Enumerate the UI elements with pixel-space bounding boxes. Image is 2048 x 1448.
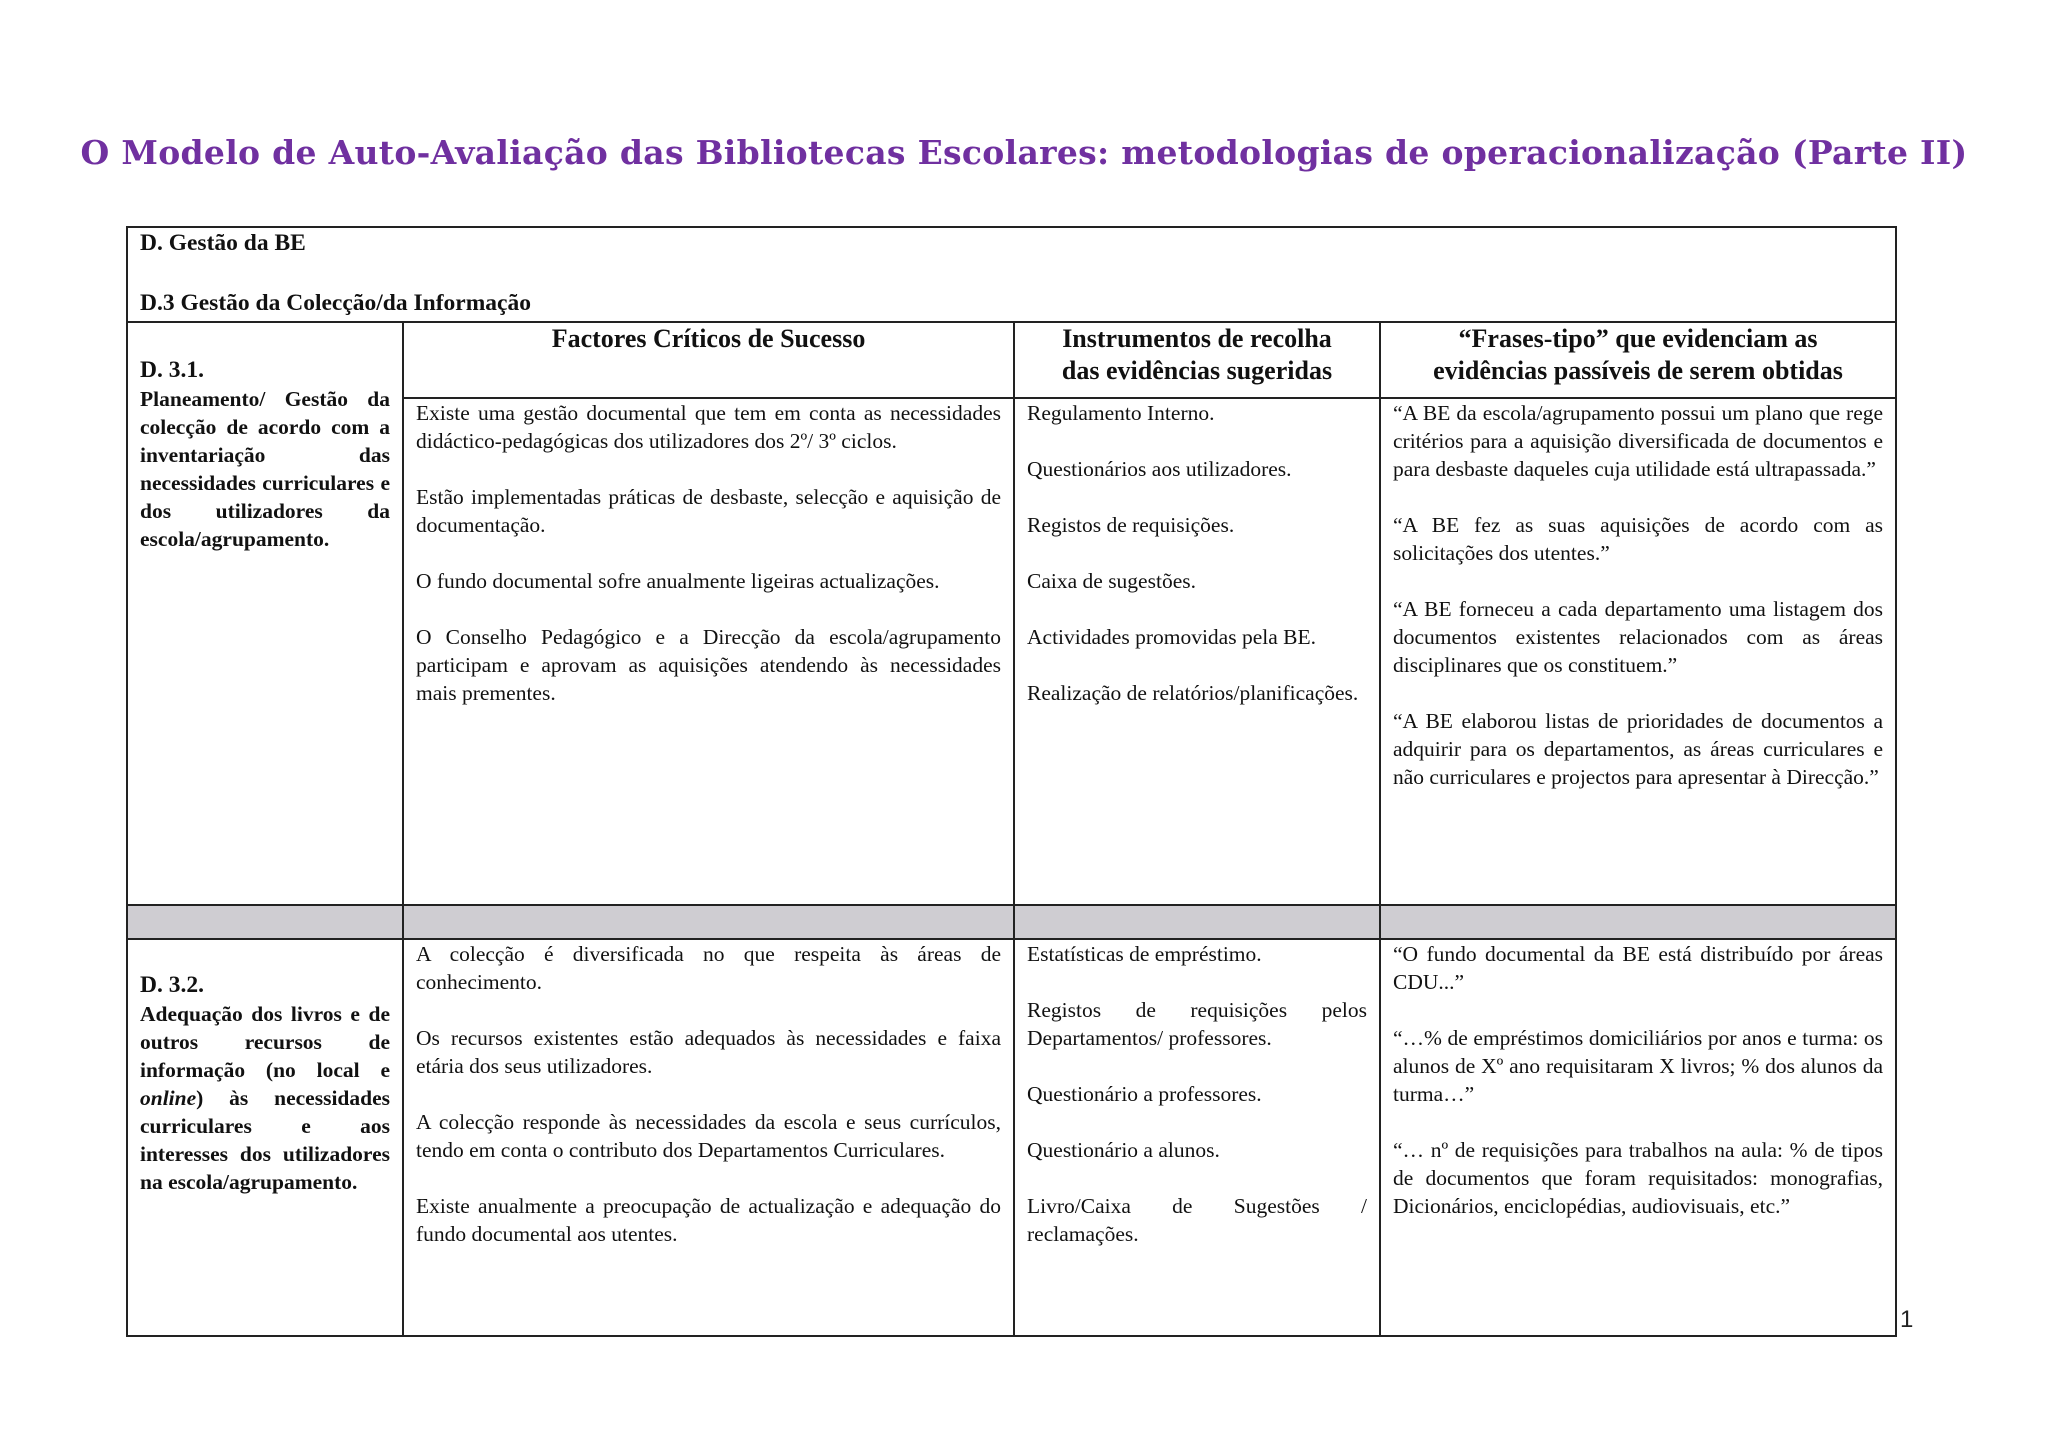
indicator-description [140, 1000, 390, 1196]
domain-title: D. Gestão da BE [140, 230, 306, 256]
list-item: “O fundo documental da BE está distribuído por áreas CDU...” [1393, 942, 1884, 994]
list-item: Estatísticas de empréstimo. [1027, 942, 1262, 966]
list-item: “A BE forneceu a cada departamento uma listagem dos documentos existentes relacionados com as áreas disciplinares que os constituem.” [1393, 597, 1884, 677]
factors-cell [403, 398, 1014, 905]
domain-header-row [127, 227, 1896, 322]
factors-cell [403, 939, 1014, 1336]
list-item: Caixa de sugestões. [1027, 569, 1196, 593]
list-item: Registos de requisições. [1027, 513, 1235, 537]
list-item: Questionário a professores. [1027, 1082, 1262, 1106]
list-item: Livro/Caixa de Sugestões / reclamações. [1027, 1194, 1367, 1246]
evaluation-table [126, 226, 1897, 1337]
indicator-description: Planeamento/ Gestão da colecção de acordo com a inventariação das necessidades curriculares e dos utilizadores da escola/agrupamento. [140, 387, 390, 551]
column-header-row [127, 322, 1896, 398]
row-1-indicator-cell [127, 322, 403, 905]
list-item: “… nº de requisições para trabalhos na aula: % de tipos de documentos que foram requisitados: monografias, Dicionários, enciclopédias, audiovisuais, etc.” [1393, 1138, 1884, 1218]
list-item: O Conselho Pedagógico e a Direcção da escola/agrupamento participam e aprovam as aquisições atendendo às necessidades mais prementes. [416, 625, 1001, 705]
instruments-cell [1014, 398, 1380, 905]
list-item: O fundo documental sofre anualmente ligeiras actualizações. [416, 569, 940, 593]
list-item: “A BE da escola/agrupamento possui um plano que rege critérios para a aquisição diversificada de documentos e para desbaste daqueles cuja utilidade está ultrapassada.” [1393, 401, 1884, 481]
subdomain-title: D.3 Gestão da Colecção/da Informação [140, 290, 531, 316]
instruments-cell [1014, 939, 1380, 1336]
phrases-cell [1380, 398, 1896, 905]
column-header-phrases-line2: evidências passíveis de serem obtidas [1433, 356, 1843, 385]
column-header-instruments [1014, 322, 1380, 398]
indicator-code: D. 3.1. [140, 357, 204, 383]
document-title: O Modelo de Auto-Avaliação das Bibliotecas Escolares: metodologias de operacionalização (Parte II) [80, 133, 1968, 172]
row-2-indicator-cell [127, 939, 403, 1336]
column-header-factors [403, 322, 1014, 398]
list-item: Actividades promovidas pela BE. [1027, 625, 1316, 649]
page-number: 1 [1900, 1306, 1914, 1333]
list-item: Estão implementadas práticas de desbaste, selecção e aquisição de documentação. [416, 485, 1001, 537]
list-item: “A BE fez as suas aquisições de acordo com as solicitações dos utentes.” [1393, 513, 1884, 565]
separator-cell [1014, 905, 1380, 939]
column-header-phrases [1380, 322, 1896, 398]
separator-row [127, 905, 1896, 939]
list-item: A colecção é diversificada no que respeita às áreas de conhecimento. [416, 942, 1001, 994]
column-header-phrases-line1: “Frases-tipo” que evidenciam as [1458, 324, 1818, 353]
list-item: Realização de relatórios/planificações. [1027, 681, 1359, 705]
list-item: “…% de empréstimos domiciliários por anos e turma: os alunos de Xº ano requisitaram X livros; % dos alunos da turma…” [1393, 1026, 1884, 1106]
indicator-description-part: Adequação dos livros e de outros recursos de informação (no local e [140, 1002, 390, 1082]
domain-header-cell [127, 227, 1896, 322]
column-header-factors-label: Factores Críticos de Sucesso [551, 324, 866, 353]
indicator-description-part: ) às necessidades curriculares e aos interesses dos utilizadores na escola/agrupamento. [140, 1086, 390, 1194]
separator-cell [127, 905, 403, 939]
list-item: “A BE elaborou listas de prioridades de documentos a adquirir para os departamentos, as áreas curriculares e não curriculares e projectos para apresentar à Direcção.” [1393, 709, 1884, 789]
separator-cell [1380, 905, 1896, 939]
list-item: A colecção responde às necessidades da escola e seus currículos, tendo em conta o contributo dos Departamentos Curriculares. [416, 1110, 1001, 1162]
separator-cell [403, 905, 1014, 939]
indicator-code: D. 3.2. [140, 972, 204, 998]
indicator-description-italic: online [140, 1086, 197, 1110]
column-header-instruments-line1: Instrumentos de recolha [1062, 324, 1332, 353]
list-item: Os recursos existentes estão adequados às necessidades e faixa etária dos seus utilizadores. [416, 1026, 1001, 1078]
list-item: Questionários aos utilizadores. [1027, 457, 1292, 481]
phrases-cell [1380, 939, 1896, 1336]
list-item: Questionário a alunos. [1027, 1138, 1220, 1162]
list-item: Registos de requisições pelos Departamentos/ professores. [1027, 998, 1367, 1050]
table-row [127, 939, 1896, 1336]
list-item: Existe anualmente a preocupação de actualização e adequação do fundo documental aos utentes. [416, 1194, 1001, 1246]
list-item: Existe uma gestão documental que tem em conta as necessidades didáctico-pedagógicas dos utilizadores dos 2º/ 3º ciclos. [416, 401, 1001, 453]
column-header-instruments-line2: das evidências sugeridas [1061, 356, 1333, 385]
list-item: Regulamento Interno. [1027, 401, 1215, 425]
